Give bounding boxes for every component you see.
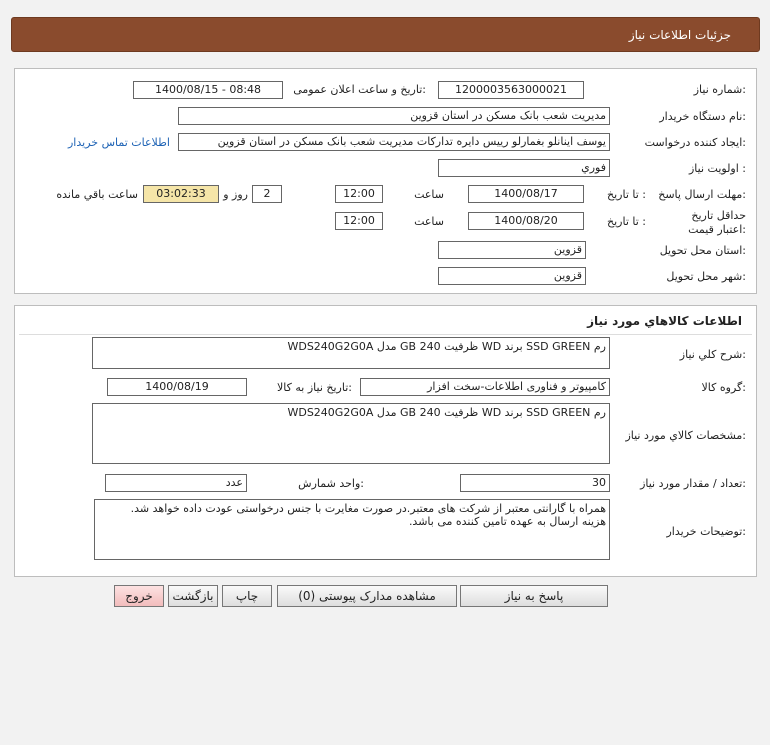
- send-time-field: 12:00: [335, 185, 383, 203]
- remaining-time-label: ساعت باقي مانده: [56, 188, 138, 201]
- notes-line-1: همراه با گارانتی معتبر از شرکت های معتبر.در صورت مغایرت با جنس درخواستی عودت داده خواهد شد.: [130, 502, 606, 515]
- need-date-label: تاریخ نیاز به کالا:: [277, 381, 352, 394]
- page-title: جزئیات اطلاعات نیاز: [628, 28, 731, 42]
- notes-field: [94, 499, 610, 560]
- need-number-label: شماره نیاز:: [693, 83, 746, 96]
- city-label: شهر محل تحویل:: [666, 270, 746, 283]
- priority-field: فوري: [438, 159, 610, 177]
- validity-date-field: 1400/08/20: [468, 212, 584, 230]
- summary-field: رم SSD GREEN برند WD ظرفیت 240 GB مدل WDS240G2G0A: [92, 337, 610, 369]
- buyer-label: نام دستگاه خریدار:: [659, 110, 746, 123]
- validity-time-label: ساعت: [414, 215, 444, 228]
- spec-label: مشخصات کالاي مورد نياز:: [625, 429, 746, 442]
- exit-button[interactable]: خروج: [114, 585, 164, 607]
- notes-line-2: هزینه ارسال به عهده تامین کننده می باشد.: [408, 515, 606, 528]
- validity-time-field: 12:00: [335, 212, 383, 230]
- province-label: استان محل تحویل:: [659, 244, 746, 257]
- creator-label: ایجاد کننده درخواست:: [644, 136, 746, 149]
- notes-label: توضیحات خریدار:: [666, 525, 746, 538]
- send-date-field: 1400/08/17: [468, 185, 584, 203]
- unit-field: عدد: [105, 474, 247, 492]
- quantity-field: 30: [460, 474, 610, 492]
- section-divider: [19, 334, 752, 335]
- priority-label: اولویت نیاز :: [688, 162, 746, 175]
- spec-field: رم SSD GREEN برند WD ظرفیت 240 GB مدل WDS240G2G0A: [92, 403, 610, 464]
- goods-section-title: اطلاعات کالاهاي مورد نياز: [587, 314, 742, 328]
- quantity-label: تعداد / مقدار مورد نیاز:: [640, 477, 746, 490]
- send-time-label: ساعت: [414, 188, 444, 201]
- contact-buyer-link[interactable]: اطلاعات تماس خریدار: [68, 136, 170, 149]
- summary-label: شرح کلي نياز:: [679, 348, 746, 361]
- announce-date-field: 1400/08/15 - 08:48: [133, 81, 283, 99]
- group-field: کامپیوتر و فناوری اطلاعات-سخت افزار: [360, 378, 610, 396]
- validity-label: حداقل تاریخ اعتبار قیمت:: [688, 209, 746, 236]
- send-until-date-label: تا تاریخ :: [607, 188, 646, 201]
- unit-label: واحد شمارش:: [298, 477, 364, 490]
- need-info-panel: [14, 68, 757, 294]
- remaining-time-field: 03:02:33: [143, 185, 219, 203]
- city-field: قزوین: [438, 267, 586, 285]
- back-button[interactable]: بازگشت: [168, 585, 218, 607]
- need-number-field: 1200003563000021: [438, 81, 584, 99]
- buyer-field: مدیریت شعب بانک مسکن در استان قزوین: [178, 107, 610, 125]
- province-field: قزوین: [438, 241, 586, 259]
- print-button[interactable]: چاپ: [222, 585, 272, 607]
- attachments-button[interactable]: مشاهده مدارک پیوستی (0): [277, 585, 457, 607]
- creator-field: یوسف اینانلو بغمارلو رییس دایره تدارکات مدیریت شعب بانک مسکن در استان قزوین: [178, 133, 610, 151]
- days-field: 2: [252, 185, 282, 203]
- need-date-field: 1400/08/19: [107, 378, 247, 396]
- reply-button[interactable]: پاسخ به نیاز: [460, 585, 608, 607]
- validity-until-date-label: تا تاریخ :: [607, 215, 646, 228]
- page-header: [11, 17, 760, 52]
- group-label: گروه کالا:: [701, 381, 746, 394]
- announce-date-label: تاریخ و ساعت اعلان عمومی:: [293, 83, 426, 96]
- days-label: روز و: [223, 188, 248, 201]
- goods-info-panel: [14, 305, 757, 577]
- send-deadline-label: مهلت ارسال پاسخ:: [658, 188, 746, 201]
